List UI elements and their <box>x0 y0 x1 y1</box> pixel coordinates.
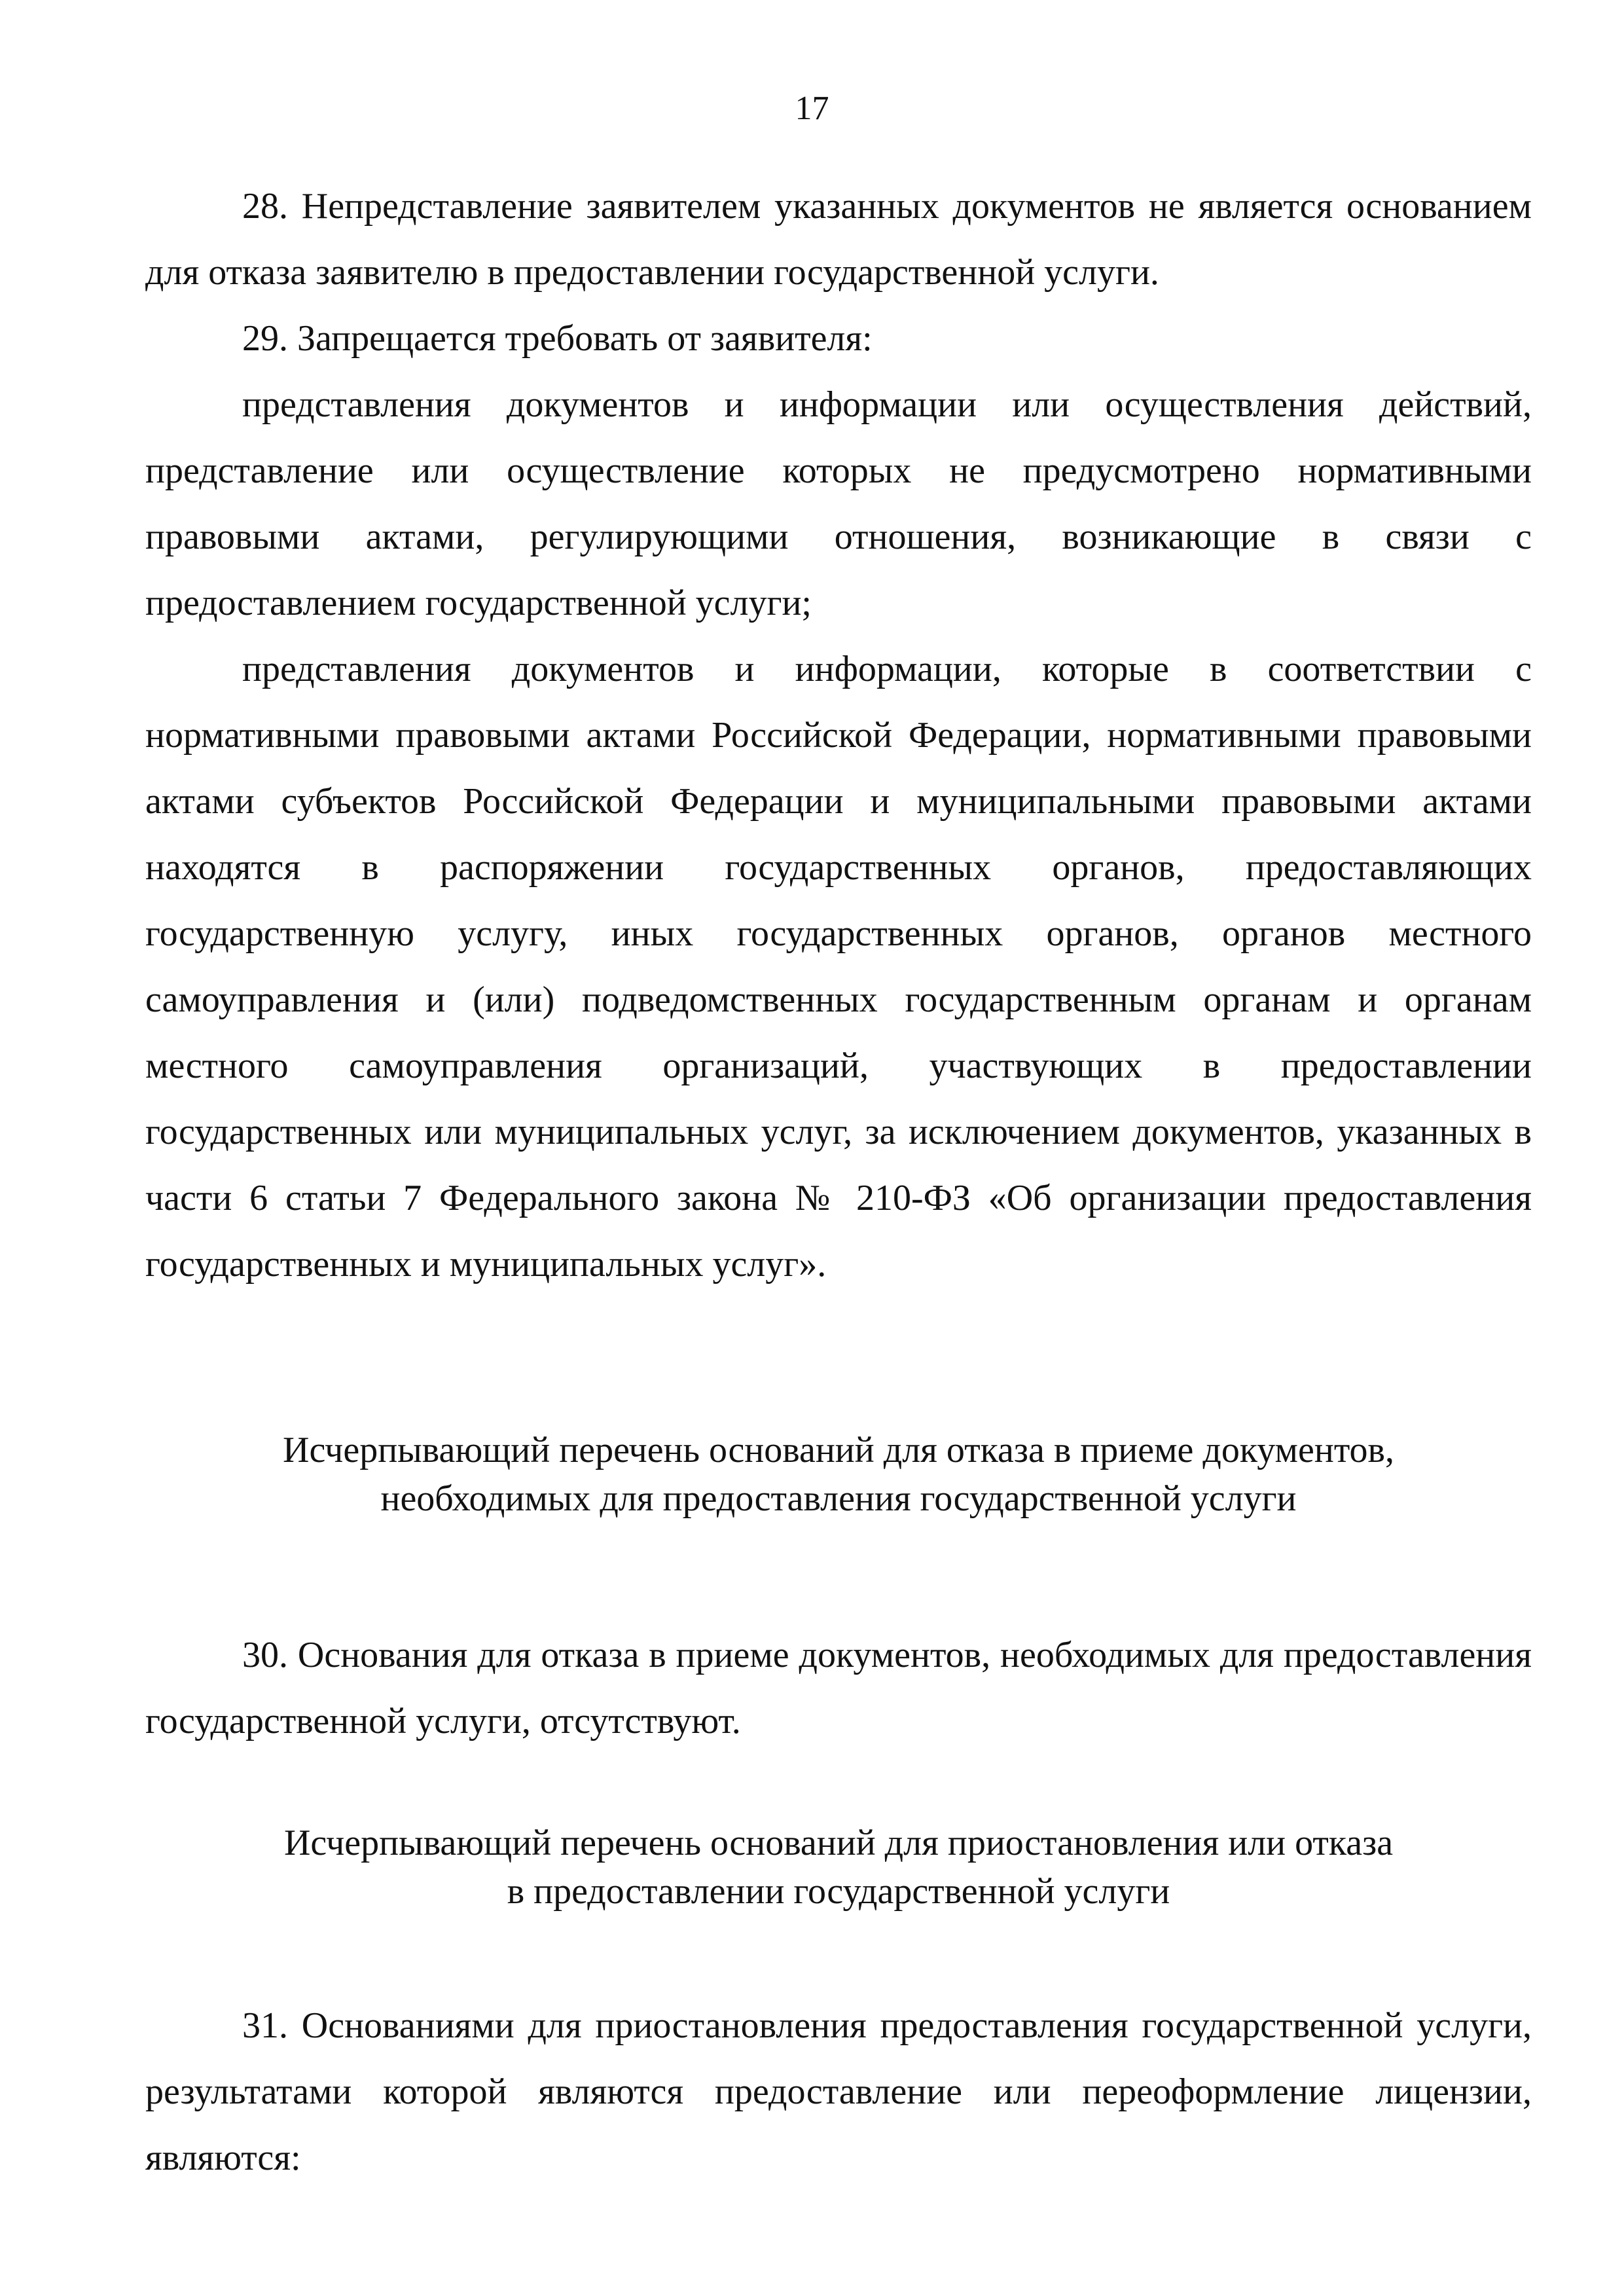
paragraph-29-item-2: представления документов и информации, которые в соответствии с нормативными правовыми актами Российской Федерации, нормативными правовыми актами субъектов Российской Федерации и муниципальными правовыми актами находятся в распоряжении государственных органов, предоставляющих государственную услугу, иных государственных органов, органов местного самоуправления и (или) подведомственных государственным органам и органам местного самоуправления организаций, участвующих в предоставлении государственных или муниципальных услуг, за исключением документов, указанных в части 6 статьи 7 Федерального закона № 210-ФЗ «Об организации предоставления государственных и муниципальных услуг». <box>145 649 1532 1285</box>
heading-line: в предоставлении государственной услуги <box>507 1871 1170 1912</box>
paragraph-30: 30. Основания для отказа в приеме документов, необходимых для предоставления государственной услуги, отсутствуют. <box>145 1635 1532 1741</box>
spacer <box>145 1916 1532 1993</box>
paragraph-28: 28. Непредставление заявителем указанных документов не является основанием для отказа заявителю в предоставлении государственной услуги. <box>145 186 1532 293</box>
spacer <box>145 1298 1532 1426</box>
section-heading-refusal-acceptance <box>145 1426 1532 1523</box>
heading-line: Исчерпывающий перечень оснований для приостановления или отказа <box>283 1823 1394 1863</box>
paragraph-29: 29. Запрещается требовать от заявителя: <box>242 318 873 359</box>
paragraph-29-item-1: представления документов и информации или осуществления действий, представление или осуществление которых не предусмотрено нормативными правовыми актами, регулирующими отношения, возникающие в связи с предоставлением государственной услуги; <box>145 384 1532 623</box>
section-heading-suspension-refusal <box>145 1819 1532 1916</box>
document-body <box>145 173 1532 2191</box>
paragraph-31: 31. Основаниями для приостановления предоставления государственной услуги, результатами которой являются предоставление или переоформление лицензии, являются: <box>145 2005 1532 2178</box>
spacer <box>145 1523 1532 1622</box>
heading-line: необходимых для предоставления государственной услуги <box>380 1478 1297 1519</box>
page-number: 17 <box>795 90 829 127</box>
heading-line: Исчерпывающий перечень оснований для отказа в приеме документов, <box>283 1430 1394 1470</box>
spacer <box>145 1755 1532 1819</box>
